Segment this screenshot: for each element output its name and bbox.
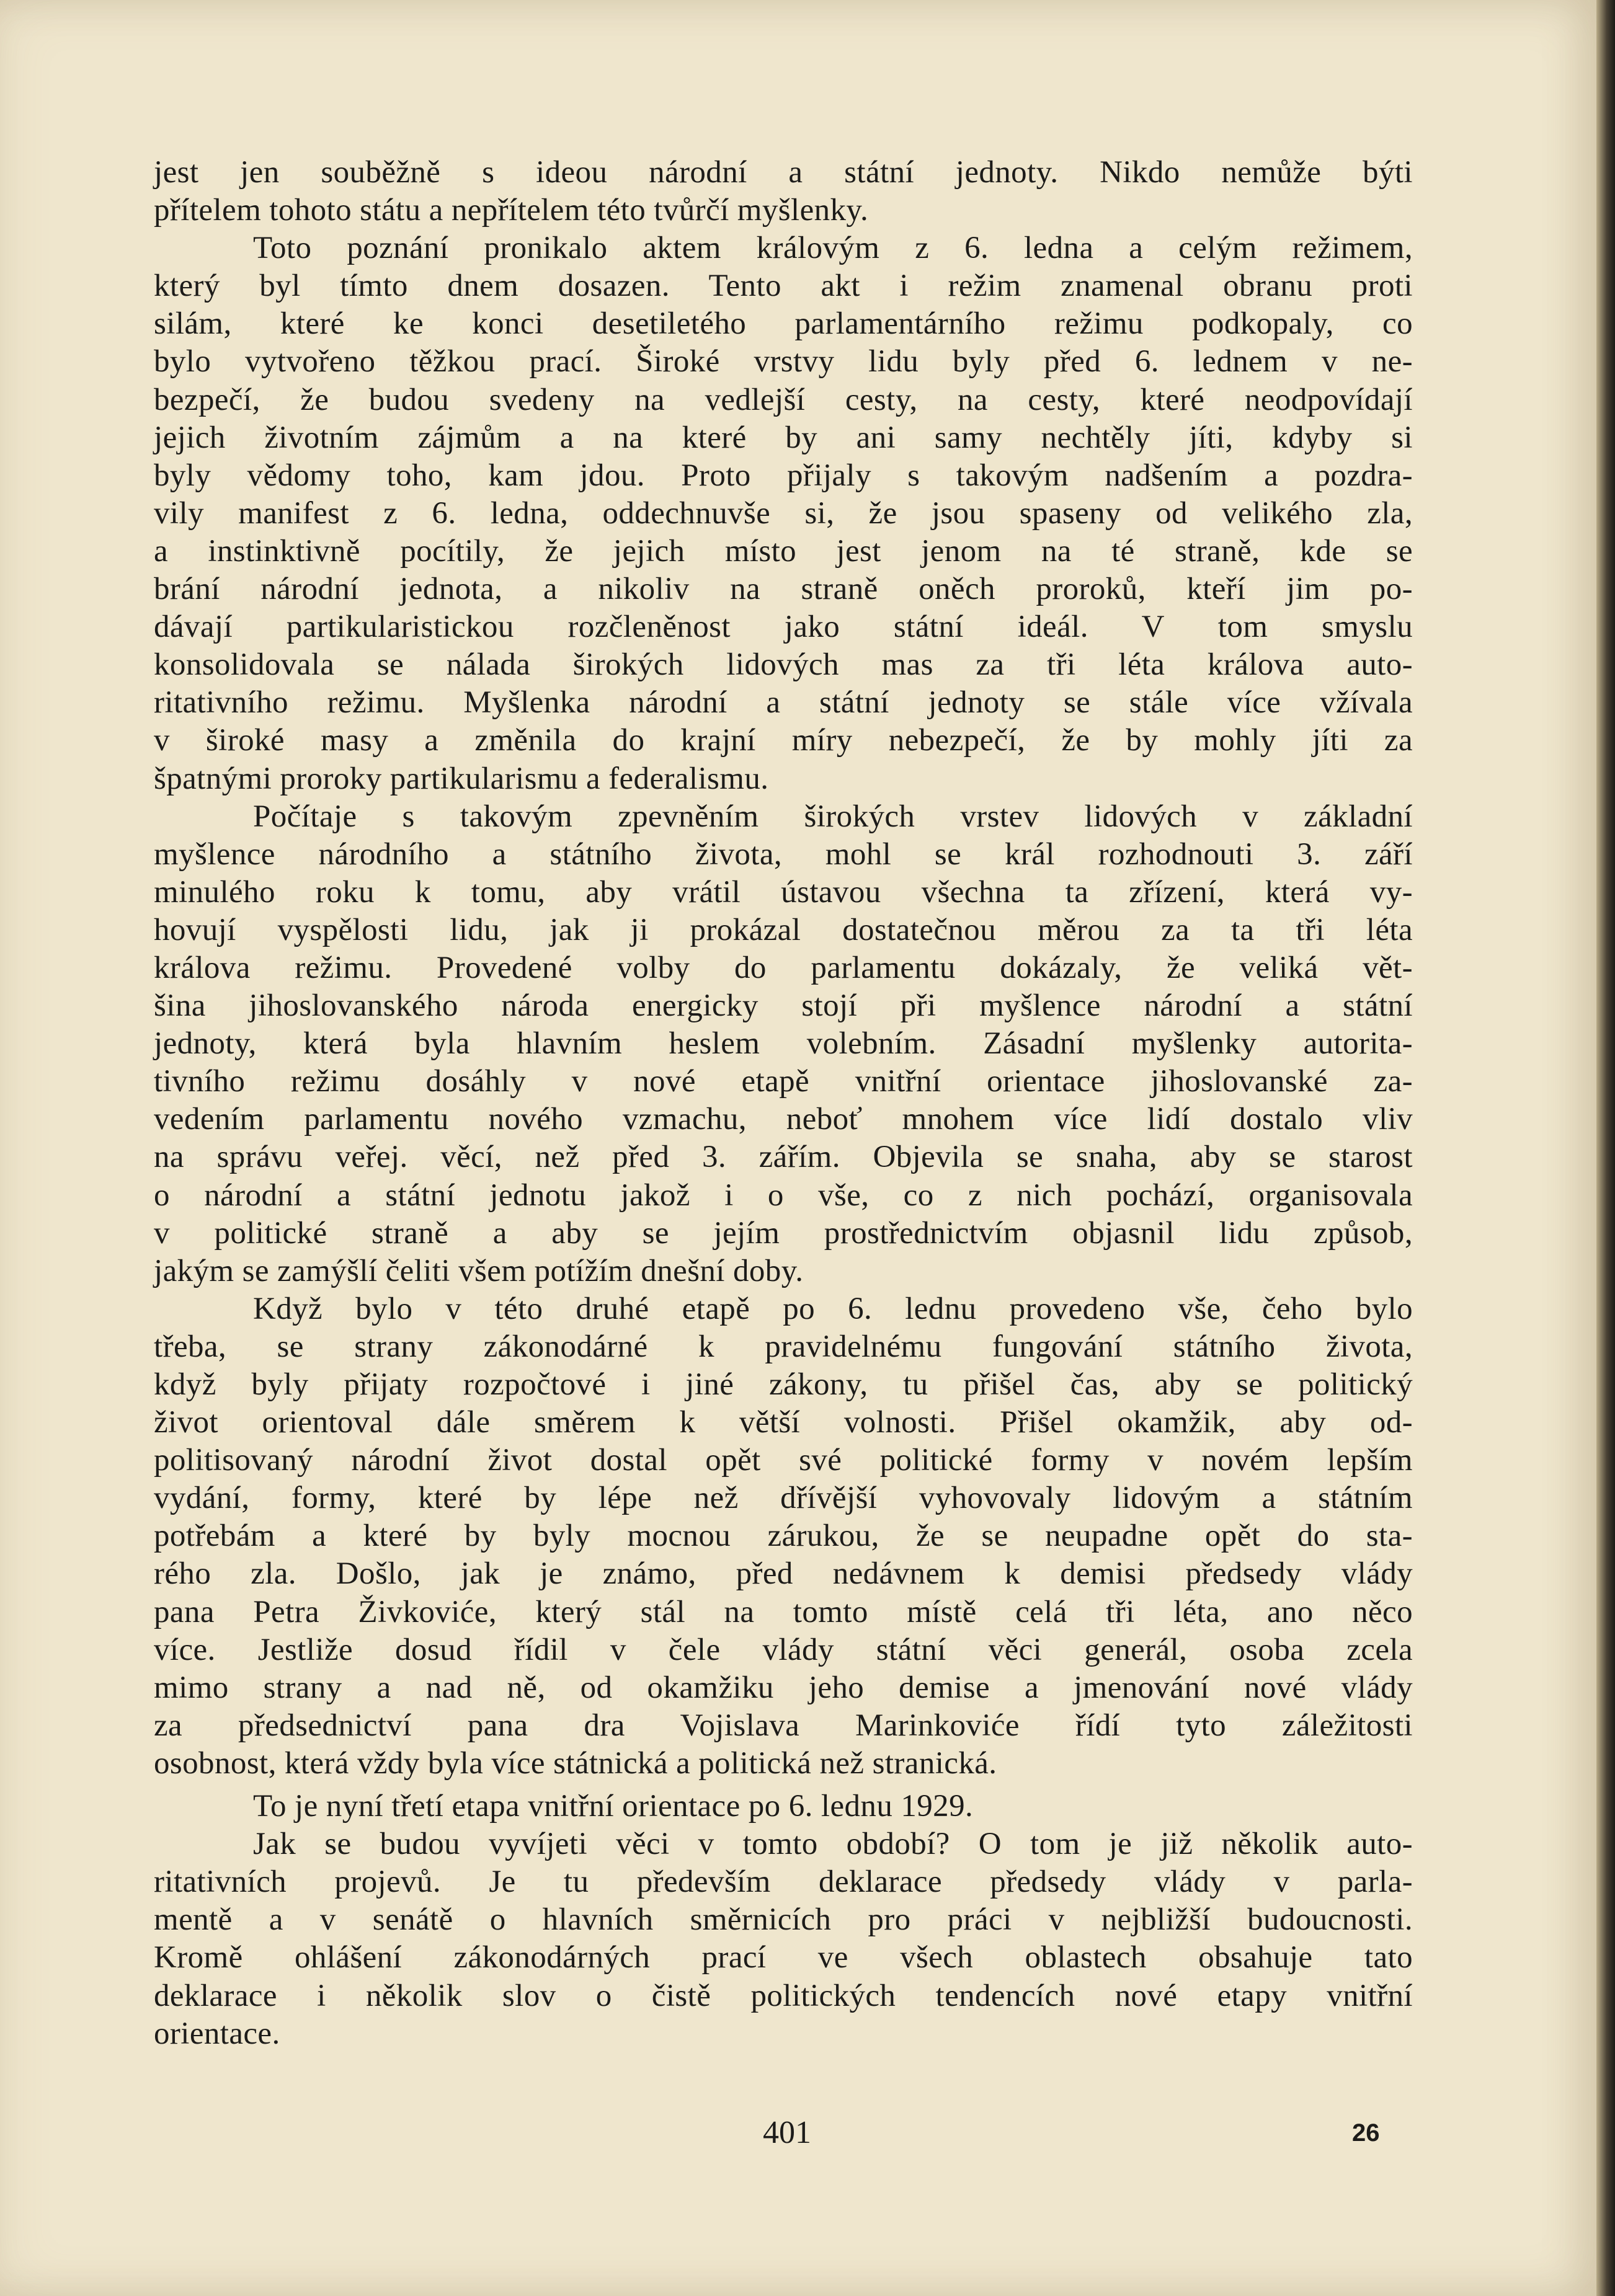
text-line: Toto poznání pronikalo aktem královým z 6. ledna a celým režimem, — [253, 231, 1413, 266]
paragraph-gap — [154, 1783, 1413, 1788]
text-line: rého zla. Došlo, jak je známo, před nedávnem k demisi předsedy vlády — [154, 1556, 1413, 1592]
text-line: jednoty, která byla hlavním heslem volebním. Zásadní myšlenky autorita- — [154, 1026, 1413, 1062]
text-line: a instinktivně pocítily, že jejich místo jest jenom na té straně, kde se — [154, 533, 1413, 569]
text-line: hovují vyspělosti lidu, jak ji prokázal dostatečnou měrou za ta tři léta — [154, 912, 1413, 947]
text-line: mentě a v senátě o hlavních směrnicích pro práci v nejbližší budoucnosti. — [154, 1902, 1413, 1938]
text-line: jest jen souběžně s ideou národní a státní jednoty. Nikdo nemůže býti — [154, 155, 1413, 190]
text-line: králova režimu. Provedené volby do parlamentu dokázaly, že veliká vět- — [154, 950, 1413, 985]
text-line: pana Petra Živkoviće, který stál na tomto místě celá tři léta, ano něco — [154, 1594, 1413, 1629]
text-line: minulého roku k tomu, aby vrátil ústavou všechna ta zřízení, která vy- — [154, 874, 1413, 910]
text-line: Kromě ohlášení zákonodárných prací ve všech oblastech obsahuje tato — [154, 1940, 1413, 1975]
paragraph — [154, 1788, 1413, 1825]
paragraph — [154, 1290, 1413, 1783]
text-line: Jak se budou vyvíjeti věci v tomto období? O tom je již několik auto- — [253, 1827, 1413, 1862]
text-line: o národní a státní jednotu jakož i o vše, co z nich pochází, organisovala — [154, 1177, 1413, 1213]
text-line: ritativního režimu. Myšlenka národní a státní jednoty se stále více vžívala — [154, 685, 1413, 720]
text-line: vily manifest z 6. ledna, oddechnuvše si, že jsou spaseny od velikého zla, — [154, 495, 1413, 531]
text-line: přítelem tohoto státu a nepřítelem této tvůrčí myšlenky. — [154, 193, 869, 228]
text-line: v široké masy a změnila do krajní míry nebezpečí, že by mohly jíti za — [154, 723, 1413, 758]
text-line: silám, které ke konci desetiletého parlamentárního režimu podkopaly, co — [154, 306, 1413, 342]
text-line: bylo vytvořeno těžkou prací. Široké vrstvy lidu byly před 6. lednem v ne- — [154, 344, 1413, 379]
text-line: ritativních projevů. Je tu především deklarace předsedy vlády v parla- — [154, 1864, 1413, 1900]
text-line: v politické straně a aby se jejím prostřednictvím objasnil lidu způsob, — [154, 1215, 1413, 1251]
text-line: špatnými proroky partikularismu a federalismu. — [154, 761, 769, 796]
text-line: orientace. — [154, 2016, 280, 2051]
text-line: brání národní jednota, a nikoliv na straně oněch proroků, kteří jim po- — [154, 572, 1413, 607]
paragraph — [154, 229, 1413, 797]
text-line: dávají partikularistickou rozčleněnost jako státní ideál. V tom smyslu — [154, 609, 1413, 645]
page-number: 401 — [763, 2115, 811, 2150]
text-line: konsolidovala se nálada širokých lidových mas za tři léta králova auto- — [154, 647, 1413, 683]
text-line: byly vědomy toho, kam jdou. Proto přijaly s takovým nadšením a pozdra- — [154, 458, 1413, 493]
text-line: vedením parlamentu nového vzmachu, neboť mnohem více lidí dostalo vliv — [154, 1102, 1413, 1137]
text-line: deklarace i několik slov o čistě politických tendencích nové etapy vnitřní — [154, 1978, 1413, 2013]
text-line: politisovaný národní život dostal opět své politické formy v novém lepším — [154, 1443, 1413, 1478]
text-line: mimo strany a nad ně, od okamžiku jeho demise a jmenování nové vlády — [154, 1670, 1413, 1705]
paragraph — [154, 798, 1413, 1290]
text-line: když byly přijaty rozpočtové i jiné zákony, tu přišel čas, aby se politický — [154, 1367, 1413, 1402]
text-line: třeba, se strany zákonodárné k pravidelnému fungování státního života, — [154, 1329, 1413, 1364]
paragraph — [154, 1825, 1413, 2053]
text-line: osobnost, která vždy byla více státnická a politická než stranická. — [154, 1745, 997, 1781]
text-line: Počítaje s takovým zpevněním širokých vrstev lidových v základní — [253, 799, 1413, 834]
text-line: jakým se zamýšlí čeliti všem potížím dnešní doby. — [154, 1253, 804, 1288]
text-line: za předsednictví pana dra Vojislava Marinkoviće řídí tyto záležitosti — [154, 1708, 1413, 1743]
text-line: na správu veřej. věcí, než před 3. zářím. Objevila se snaha, aby se starost — [154, 1140, 1413, 1175]
text-line: který byl tímto dnem dosazen. Tento akt i režim znamenal obranu proti — [154, 268, 1413, 304]
text-line: myšlence národního a státního života, mohl se král rozhodnouti 3. září — [154, 836, 1413, 872]
page-edge-shadow — [1596, 0, 1615, 2296]
text-line: vydání, formy, které by lépe než dřívější vyhovovaly lidovým a státním — [154, 1481, 1413, 1516]
text-line: To je nyní třetí etapa vnitřní orientace po 6. lednu 1929. — [253, 1789, 974, 1824]
paragraph — [154, 154, 1413, 229]
text-line: více. Jestliže dosud řídil v čele vlády státní věci generál, osoba zcela — [154, 1632, 1413, 1667]
signature-mark: 26 — [1352, 2119, 1380, 2147]
body-text — [154, 154, 1413, 2053]
text-line: bezpečí, že budou svedeny na vedlejší cesty, na cesty, které neodpovídají — [154, 382, 1413, 417]
text-line: Když bylo v této druhé etapě po 6. lednu provedeno vše, čeho bylo — [253, 1291, 1413, 1326]
text-line: jejich životním zájmům a na které by ani samy nechtěly jíti, kdyby si — [154, 420, 1413, 455]
text-line: potřebám a které by byly mocnou zárukou, že se neupadne opět do sta- — [154, 1518, 1413, 1554]
text-line: život orientoval dále směrem k větší volnosti. Přišel okamžik, aby od- — [154, 1405, 1413, 1440]
text-line: tivního režimu dosáhly v nové etapě vnitřní orientace jihoslovanské za- — [154, 1064, 1413, 1099]
text-line: šina jihoslovanského národa energicky stojí při myšlence národní a státní — [154, 988, 1413, 1024]
